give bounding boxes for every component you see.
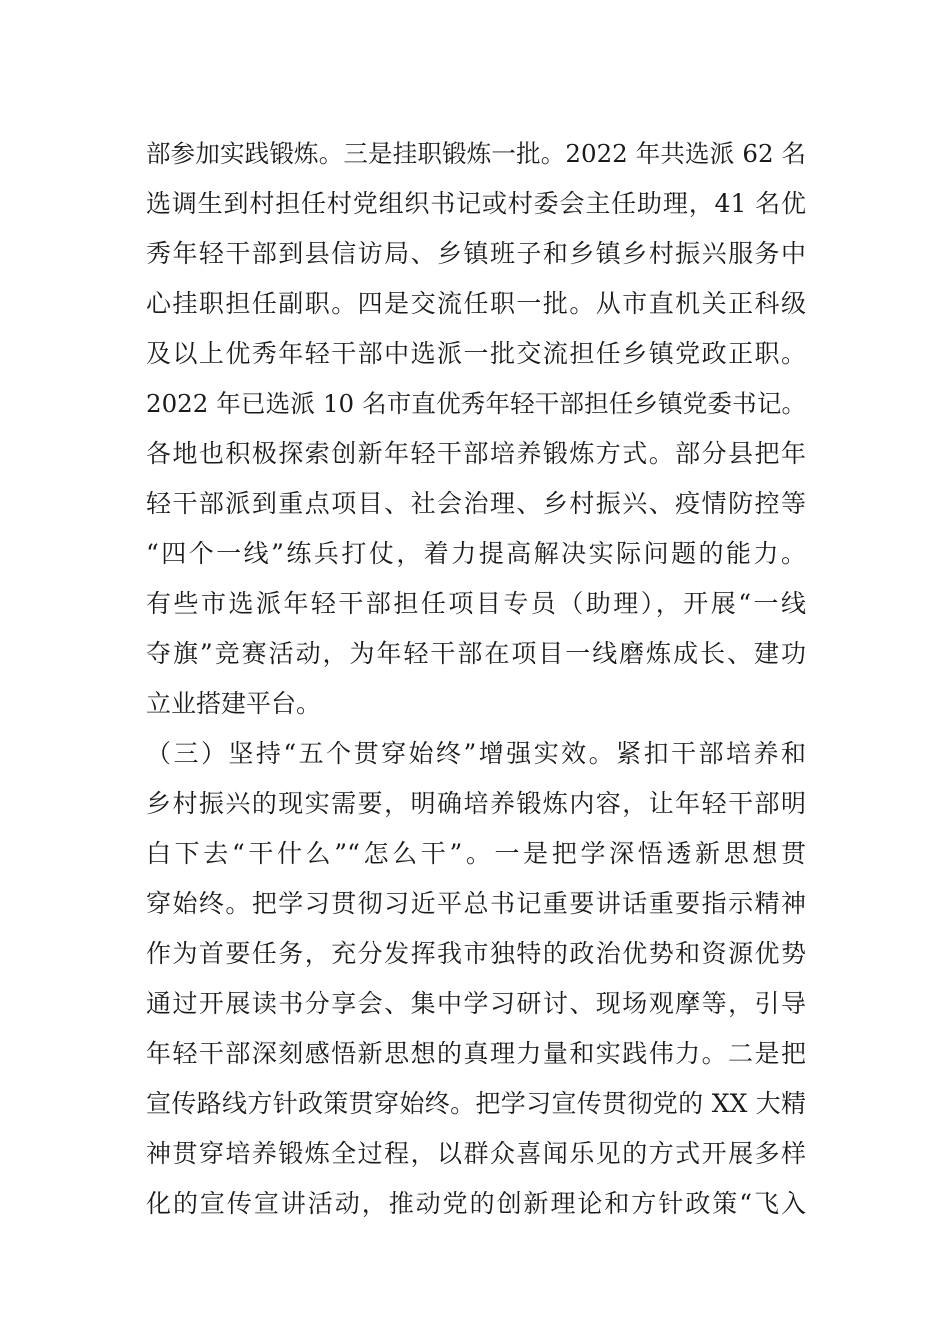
text-line: 乡村振兴的现实需要，明确培养锻炼内容，让年轻干部明 (146, 789, 806, 818)
text-line: 部参加实践锻炼。三是挂职锻炼一批。2022 年共选派 62 名 (146, 139, 806, 168)
text-line: 穿始终。把学习贯彻习近平总书记重要讲话重要指示精神 (146, 889, 806, 918)
text-line: 年轻干部深刻感悟新思想的真理力量和实践伟力。二是把 (146, 1039, 806, 1068)
text-line: 秀年轻干部到县信访局、乡镇班子和乡镇乡村振兴服务中 (146, 239, 806, 268)
text-line: “四个一线”练兵打仗，着力提高解决实际问题的能力。 (146, 539, 806, 568)
text-line: 作为首要任务，充分发挥我市独特的政治优势和资源优势 (146, 939, 806, 968)
text-line: 化的宣传宣讲活动，推动党的创新理论和方针政策“飞入 (146, 1189, 806, 1218)
text-line: 2022 年已选派 10 名市直优秀年轻干部担任乡镇党委书记。 (146, 389, 806, 418)
text-line: 有些市选派年轻干部担任项目专员（助理），开展“一线 (146, 589, 806, 618)
text-line: 宣传路线方针政策贯穿始终。把学习宣传贯彻党的 XX 大精 (146, 1089, 806, 1118)
text-line: 轻干部派到重点项目、社会治理、乡村振兴、疫情防控等 (146, 489, 806, 518)
text-line: 白下去“干什么”“怎么干”。一是把学深悟透新思想贯 (146, 839, 806, 868)
text-line: 各地也积极探索创新年轻干部培养锻炼方式。部分县把年 (146, 439, 806, 468)
text-line: 心挂职担任副职。四是交流任职一批。从市直机关正科级 (146, 289, 806, 318)
text-line: 夺旗”竞赛活动，为年轻干部在项目一线磨炼成长、建功 (146, 639, 806, 668)
text-line: 立业搭建平台。 (146, 689, 322, 718)
text-line: 通过开展读书分享会、集中学习研讨、现场观摩等，引导 (146, 989, 806, 1018)
text-line: 神贯穿培养锻炼全过程，以群众喜闻乐见的方式开展多样 (146, 1139, 806, 1168)
text-line: 选调生到村担任村党组织书记或村委会主任助理，41 名优 (146, 189, 806, 218)
section-heading-line: （三）坚持“五个贯穿始终”增强实效。紧扣干部培养和 (146, 739, 806, 768)
text-line: 及以上优秀年轻干部中选派一批交流担任乡镇党政正职。 (146, 339, 806, 368)
